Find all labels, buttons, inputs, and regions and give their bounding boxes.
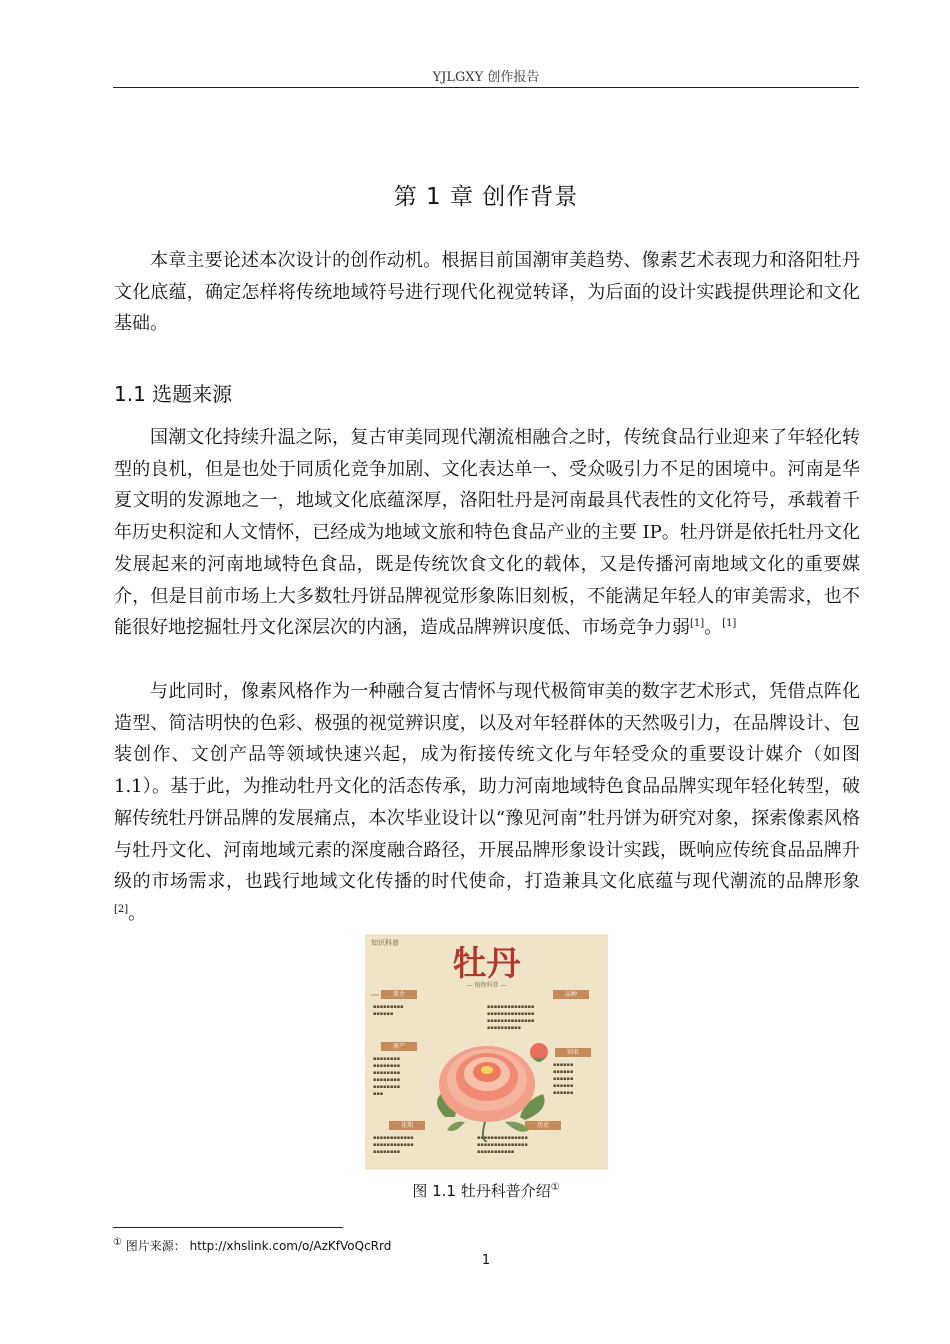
intro-paragraph: 本章主要论述本次设计的创作动机。根据目前国潮审美趋势、像素艺术表现力和洛阳牡丹文化底蕴，确定怎样将传统地域符号进行现代化视觉转译，为后面的设计实践提供理论和文化基础。 — [114, 250, 860, 335]
paragraph-1-text: 国潮文化持续升温之际，复古审美同现代潮流相融合之时，传统食品行业迎来了年轻化转型的良机，但是也处于同质化竞争加剧、文化表达单一、受众吸引力不足的困境中。河南是华夏文明的发源地之一，地域文化底蕴深厚，洛阳牡丹是河南最具代表性的文化符号，承载着千年历史积淀和人文情怀，已经成为地域文旅和特色食品产业的主要 IP。牡丹饼是依托牡丹文化发展起来的河南地域特色食品，既是传统饮食文化的载体，又是传播河南地域文化的重要媒介，但是目前市场上大多数牡丹饼品牌视觉形象陈旧刻板，不能满足年轻人的审美需求，也不能很好地挖掘牡丹文化深层次的内涵，造成品牌辨识度低、市场竞争力弱 — [114, 427, 860, 639]
figure-divider — [371, 994, 379, 996]
citation-ref[interactable]: [1] — [722, 618, 737, 630]
paragraph-1 — [114, 422, 860, 644]
paragraph-2-text: 与此同时，像素风格作为一种融合复古情怀与现代极简审美的数字艺术形式，凭借点阵化造型、简洁明快的色彩、极强的视觉辨识度，以及对年轻群体的天然吸引力，在品牌设计、包装创作、文创产品等领域快速兴起，成为衔接传统文化与年轻受众的重要设计媒介（如图 1.1）。基于此，为推动牡丹文化的活态传承，助力河南地域特色食品品牌实现年轻化转型，破解传统牡丹饼品牌的发展痛点，本次毕业设计以“豫见河南”牡丹饼为研究对象，探索像素风格与牡丹文化、河南地域元素的深度融合路径，开展品牌形象设计实践，既响应传统食品品牌升级的市场需求，也践行地域文化传播的时代使命，打造兼具文化底蕴与现代潮流的品牌形象 — [114, 681, 860, 893]
figure-tag: 原产 — [381, 1042, 417, 1051]
figure-tag: 别名 — [555, 1048, 591, 1057]
paragraph-2 — [114, 676, 860, 930]
figure-title: 牡丹 — [452, 944, 521, 984]
header-rule — [113, 87, 859, 88]
figure-text-block: ▪▪▪▪▪▪▪▪▪ ▪▪▪▪▪▪ — [373, 1004, 404, 1017]
figure-text-block: ▪▪▪▪▪▪ ▪▪▪▪▪▪ ▪▪▪▪▪▪ ▪▪▪▪▪▪ ▪▪▪▪▪▪ — [553, 1062, 574, 1096]
figure-text-block: ▪▪▪▪▪▪▪▪▪▪▪▪ ▪▪▪▪▪▪▪▪▪▪▪▪ ▪▪▪▪▪▪▪▪ — [373, 1135, 414, 1155]
footnote-source-text[interactable]: 图片来源： http://xhslink.com/o/AzKfVoQcRrd — [121, 1239, 392, 1253]
paragraph-1-punct: 。 — [704, 617, 723, 639]
figure-caption — [113, 1180, 859, 1201]
figure-tag: 历史 — [525, 1121, 561, 1130]
figure-corner-label: 知识科普 — [371, 939, 399, 947]
figure-text-block: ▪▪▪▪▪▪▪▪ ▪▪▪▪▪▪▪▪ ▪▪▪▪▪▪▪▪ ▪▪▪▪▪▪▪▪ ▪▪▪▪▪▪▪▪ ▪▪▪ — [373, 1056, 401, 1097]
figure-text-block: ▪▪▪▪▪▪▪▪▪▪▪▪▪▪▪ ▪▪▪▪▪▪▪▪▪▪▪▪▪▪▪ ▪▪▪▪▪▪▪▪▪▪▪ — [477, 1135, 528, 1155]
footnote — [113, 1237, 391, 1254]
peony-flower-illustration — [425, 1022, 555, 1142]
figure-caption-text: 图 1.1 牡丹科普介绍 — [412, 1182, 551, 1200]
section-title: 1.1 选题来源 — [114, 382, 233, 406]
figure-tag: 品种 — [553, 990, 589, 999]
page-header: YJLGXY 创作报告 — [432, 70, 540, 85]
figure-subtitle: — 植物科普 — — [466, 982, 507, 989]
citation-ref[interactable]: [2] — [114, 903, 129, 915]
footnote-mark: ① — [113, 1237, 122, 1248]
peony-infographic-figure — [365, 934, 608, 1170]
figure-tag: 简介 — [381, 990, 417, 999]
figure-text-block: ▪▪▪▪▪▪▪▪▪▪▪▪▪▪ ▪▪▪▪▪▪▪▪▪▪▪▪▪▪ ▪▪▪▪▪▪▪▪▪▪▪▪▪▪ ▪▪▪▪▪▪▪▪▪▪ — [487, 1004, 535, 1031]
citation-ref[interactable]: [1] — [690, 618, 705, 630]
figure-tag: 花期 — [389, 1121, 425, 1130]
footnote-rule — [113, 1227, 343, 1228]
page-number: 1 — [481, 1253, 491, 1268]
footnote-ref[interactable]: ① — [550, 1182, 560, 1193]
chapter-title: 第 1 章 创作背景 — [393, 184, 579, 210]
paragraph-2-end: 。 — [128, 902, 147, 924]
